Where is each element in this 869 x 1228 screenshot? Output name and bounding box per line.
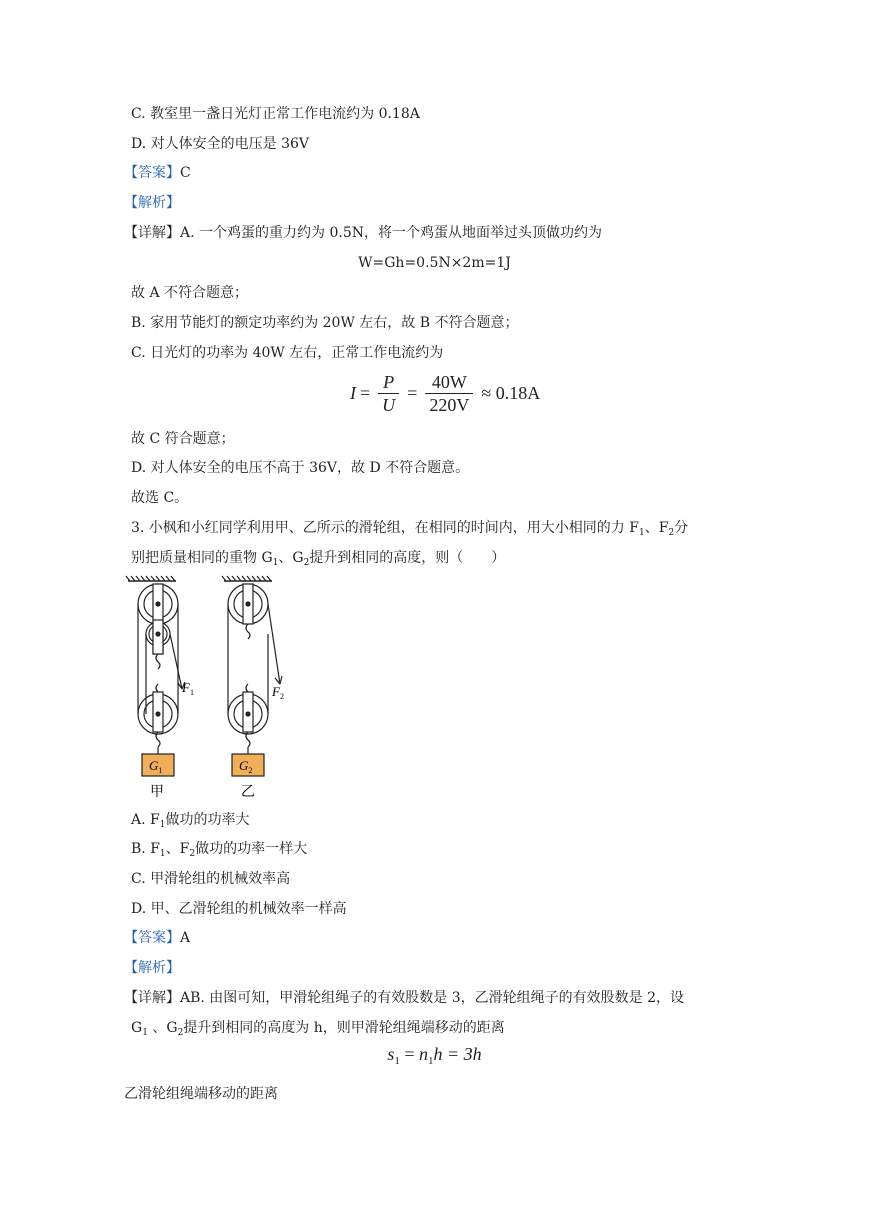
answer-line-previous — [124, 163, 191, 183]
option-c: C. 甲滑轮组的机械效率高 — [131, 871, 291, 887]
g-height-line — [131, 1018, 505, 1043]
g-text-c: 提升到相同的高度为 h，则甲滑轮组绳端移动的距离 — [183, 1020, 505, 1036]
choose-line: 故选 C。 — [131, 490, 189, 506]
label-jia: 甲 — [150, 785, 164, 800]
sub-2: 2 — [177, 1028, 184, 1038]
answer-line — [124, 928, 190, 948]
numerator-p: P — [378, 371, 399, 394]
question-3-line-2 — [131, 548, 505, 573]
analysis-tag: 【解析】 — [124, 195, 180, 211]
c-conclusion: 故 C 符合题意； — [131, 431, 235, 447]
label-g1: $G_1$ — [149, 758, 163, 775]
opt-a-tail: 做功的功率大 — [165, 812, 250, 828]
last-line: 乙滑轮组绳端移动的距离 — [124, 1086, 278, 1102]
label-yi: 乙 — [241, 785, 255, 800]
sub-1: 1 — [142, 1028, 148, 1038]
formula-work: W=Gh=0.5N×2m=1J — [358, 255, 511, 271]
answer-tag: 【答案】 — [124, 930, 180, 946]
formula-i-eq: = — [360, 382, 371, 403]
answer-value: C — [180, 165, 191, 181]
rhs-value: = 3h — [442, 1044, 482, 1064]
question-3-line-1 — [131, 518, 688, 543]
sub-2: 2 — [303, 558, 310, 568]
option-a — [131, 810, 249, 835]
formula-distance — [0, 1044, 869, 1067]
detail-ab-text: AB. 由图可知，甲滑轮组绳子的有效股数是 3，乙滑轮组绳子的有效股数是 2，设 — [180, 990, 685, 1006]
numerator-40w: 40W — [425, 371, 473, 394]
fraction-p-over-u — [378, 371, 399, 416]
sub-1: 1 — [272, 558, 279, 568]
pulley-system-jia — [126, 576, 185, 776]
s-symbol: s — [387, 1044, 395, 1064]
q3-text-c: 分 — [674, 520, 689, 536]
denominator-220v: 220V — [429, 394, 470, 415]
detail-ab-line — [124, 988, 684, 1008]
opt-a-text: A. F — [131, 812, 160, 828]
b-text: B. 家用节能灯的额定功率约为 20W 左右，故 B 不符合题意； — [131, 315, 519, 331]
d-text: D. 对人体安全的电压不高于 36V，故 D 不符合题意。 — [131, 460, 470, 476]
pulley-system-yi — [222, 576, 282, 776]
option-d: D. 甲、乙滑轮组的机械效率一样高 — [131, 901, 347, 917]
g-text-a: G — [131, 1020, 143, 1036]
option-d-previous: D. 对人体安全的电压是 36V — [131, 136, 310, 152]
q3-text-a: 3. 小枫和小红同学利用甲、乙所示的滑轮组，在相同的时间内，用大小相同的力 F — [131, 520, 639, 536]
answer-value: A — [180, 930, 191, 946]
n-symbol: n — [419, 1044, 428, 1064]
opt-b-tail: 做功的功率一样大 — [195, 841, 308, 857]
sub-1: 1 — [159, 820, 166, 830]
a-conclusion: 故 A 不符合题意； — [131, 285, 249, 301]
label-g2: $G_2$ — [239, 758, 253, 775]
sub-1: 1 — [638, 528, 645, 538]
label-f2: $F_2$ — [272, 684, 284, 701]
formula-i-eq2: = — [407, 382, 418, 403]
detail-a-line — [124, 223, 602, 243]
detail-tag: 【详解】 — [124, 990, 180, 1006]
formula-i-lhs: I — [350, 382, 356, 403]
denominator-u: U — [382, 394, 396, 415]
c-text: C. 日光灯的功率为 40W 左右，正常工作电流约为 — [131, 345, 444, 361]
sub-1: 1 — [159, 849, 166, 859]
q3-text-e: 、G — [278, 550, 304, 566]
opt-b-mid: 、F — [165, 841, 190, 857]
h-symbol: h — [433, 1044, 443, 1064]
formula-current — [350, 367, 540, 419]
n-sub: 1 — [428, 1055, 434, 1067]
q3-text-d: 别把质量相同的重物 G — [131, 550, 273, 566]
sub-2: 2 — [668, 528, 675, 538]
option-c-previous: C. 教室里一盏日光灯正常工作电流约为 0.18A — [131, 106, 420, 122]
opt-b-text: B. F — [131, 841, 160, 857]
g-text-b: 、G — [147, 1020, 178, 1036]
option-b — [131, 839, 307, 864]
detail-tag: 【详解】 — [124, 225, 180, 241]
detail-a-text: A. 一个鸡蛋的重力约为 0.5N，将一个鸡蛋从地面举过头顶做功约为 — [180, 225, 602, 241]
label-f1: $F_1$ — [182, 680, 194, 697]
q3-text-b: 、F — [644, 520, 669, 536]
pulley-figure — [120, 574, 290, 806]
analysis-tag: 【解析】 — [124, 960, 180, 976]
sub-2: 2 — [189, 849, 196, 859]
answer-tag: 【答案】 — [124, 165, 180, 181]
formula-i-result: ≈ 0.18A — [481, 382, 541, 403]
fraction-values — [425, 371, 473, 416]
eq-symbol: = — [399, 1044, 419, 1064]
q3-text-f: 提升到相同的高度，则（ ） — [309, 550, 506, 566]
s-sub: 1 — [394, 1055, 400, 1067]
